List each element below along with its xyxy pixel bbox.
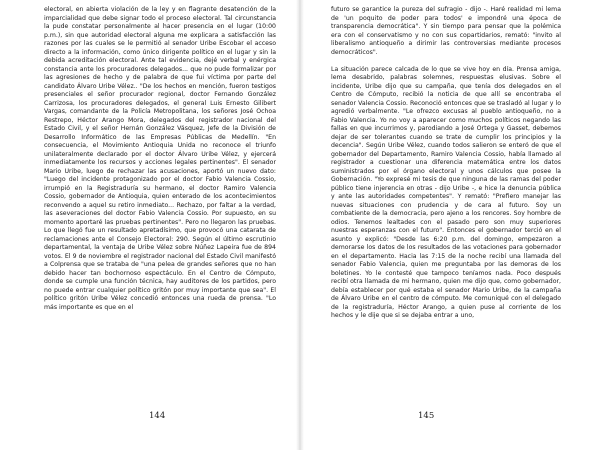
right-paragraph-2: La situación parece calcada de lo que se vive hoy en día. Prensa amiga, lema desabrido, palabras solemnes, respuestas elusivas. Sobre el incidente, Uribe dijo que su campaña, que tenía dos delegados en el Centro de Cómputo, recibió la noticia de que allí se encontraba el senador Valencia Cossio. Reconoció entonces que se trasladó al lugar y lo agredió verbalmente. "Le ofrezco excusas al pueblo antioqueño, no a Fabio Valencia. Yo no voy a aparecer como muchos políticos negando las fallas en que incurrimos y, parodiando a José Ortega y Gasset, debemos dejar de ser tolerantes cuando se trate de cumplir los principios y la decencia". Según Uribe Vélez, cuando todos salieron se enteró de que el gobernador del Departamento, Ramiro Valencia Cossio, había llamado al registrador a cuestionar una diferencia matemática entre los datos suministrados por el órgano electoral y unos cálculos que posee la Gobernación. "Yo expresé mi tesis de que ninguna de las ramas del poder público tiene injerencia en otras - dijo Uribe -, e hice la denuncia pública y ante las autoridades competentes". Y remató: "Prefiero manejar las nuevas situaciones con prudencia y de cara al futuro. Soy un combatiente de la democracia, pero ajeno a los rencores. Soy hombre de odios. Tenemos lealtades con el pasado pero son muy superiores nuestras esperanzas con el futuro". Entonces el gobernador terció en el asunto y explicó: "Desde las 6:20 p.m. del domingo, empezaron a demorarse los datos de los resultados de las votaciones para gobernador en el departamento. Hacia las 7:15 de la noche recibí una llamada del senador Fabio Valencia, quien me preguntaba por las demoras de los boletines. Yo le contesté que tampoco teníamos nada. Poco después recibí otra llamada de mi hermano, quien me dijo que, como gobernador, debía establecer por qué estaba el senador Mario Uribe, de la campaña de Álvaro Uribe en el centro de cómputo. Me comuniqué con el delegado de la registraduría, Héctor Arango, a quien puse al corriente de los hechos y le dije que si se dejaba entrar a uno, <box>331 65 561 319</box>
left-paragraph-1: electoral, en abierta violación de la ley y en flagrante desatención de la imparcialidad que debe signar todo el proceso electoral. Tal circunstancia la pude constatar personalmente al hacer presencia en el lugar (10:00 p.m.), sin que autoridad electoral alguna me explicara a satisfacción las razones por las cuales se le permitió al senador Uribe Escobar el acceso directo a la información, como único dirigente político en el lugar y sin la debida acreditación electoral. Ante tal evidencia, dejé verbal y enérgica constancia ante los procuradores delegados... que no pude formalizar por las agresiones de hecho y de palabra de que fui víctima por parte del candidato Álvaro Uribe Vélez.. "De los hechos en mención, fueron testigos presenciales el señor procurador regional, doctor Fernando González Carrizosa, los procuradores delegados, el general Luis Ernesto Gilibert Vargas, comandante de la Policía Metropolitana, los señores José Ochoa Restrepo, Héctor Arango Mora, delegados del registrador nacional del Estado Civil, y el señor Hernán González Vásquez, Jefe de la División de Desarrollo Informático de las Empresas Públicas de Medellín. "En consecuencia, el Movimiento Antioquia Unida no reconoce el triunfo unilateralmente declarado por el doctor Álvaro Uribe Vélez, y ejercerá inmediatamente los recursos y acciones legales pertinentes". El senador Mario Uribe, luego de rechazar las acusaciones, aportó un nuevo dato: "Luego del incidente protagonizado por el doctor Fabio Valencia Cossio, irrumpió en la Registraduría su hermano, el doctor Ramiro Valencia Cossio, gobernador de Antioquia, quien enterado de los acontecimientos reconvendo a aquel su retiro inmediato... Rechazo, por faltar a la verdad, las aseveraciones del doctor Fabio Valencia Cossio. Por supuesto, en su momento aportaré las pruebas pertinentes". Pero no llegaron las pruebas. Lo que llegó fue un resultado apretadísimo, que provocó una catarata de reclamaciones ante el Consejo Electoral: 290. Según el último escrutinio departamental, la ventaja de Uribe Vélez sobre Núñez Lapeira fue de 894 votos. El 9 de noviembre el registrador nacional del Estado Civil manifestó a Colprensa que se trataba de "una pelea de grandes señores que no han debido hacer tan bochornoso espectáculo. En el Centro de Cómputo, donde se cumple una función técnica, hay auditores de los partidos, pero no puede entrar cualquier político gritón por muy importante que sea". El político gritón Uribe Vélez concedió entonces una rueda de prensa. "Lo más importante es que en el <box>44 6 276 311</box>
left-page-number: 144 <box>149 411 166 421</box>
left-page-body <box>44 6 276 312</box>
book-gutter <box>296 0 304 450</box>
right-paragraph-1: futuro se garantice la pureza del sufragio - dijo -. Haré realidad mi lema de 'un poquito de poder para todos' e impondré una época de transparencia democrática". Y sin tiempo para pensar que la polémica era con el conservatismo y no con sus copartidarios, remató: "invito al liberalismo antioqueño a dirimir las controversias mediante procesos democráticos". <box>331 6 561 56</box>
right-page-number: 145 <box>418 411 435 421</box>
right-page-body <box>331 6 561 321</box>
